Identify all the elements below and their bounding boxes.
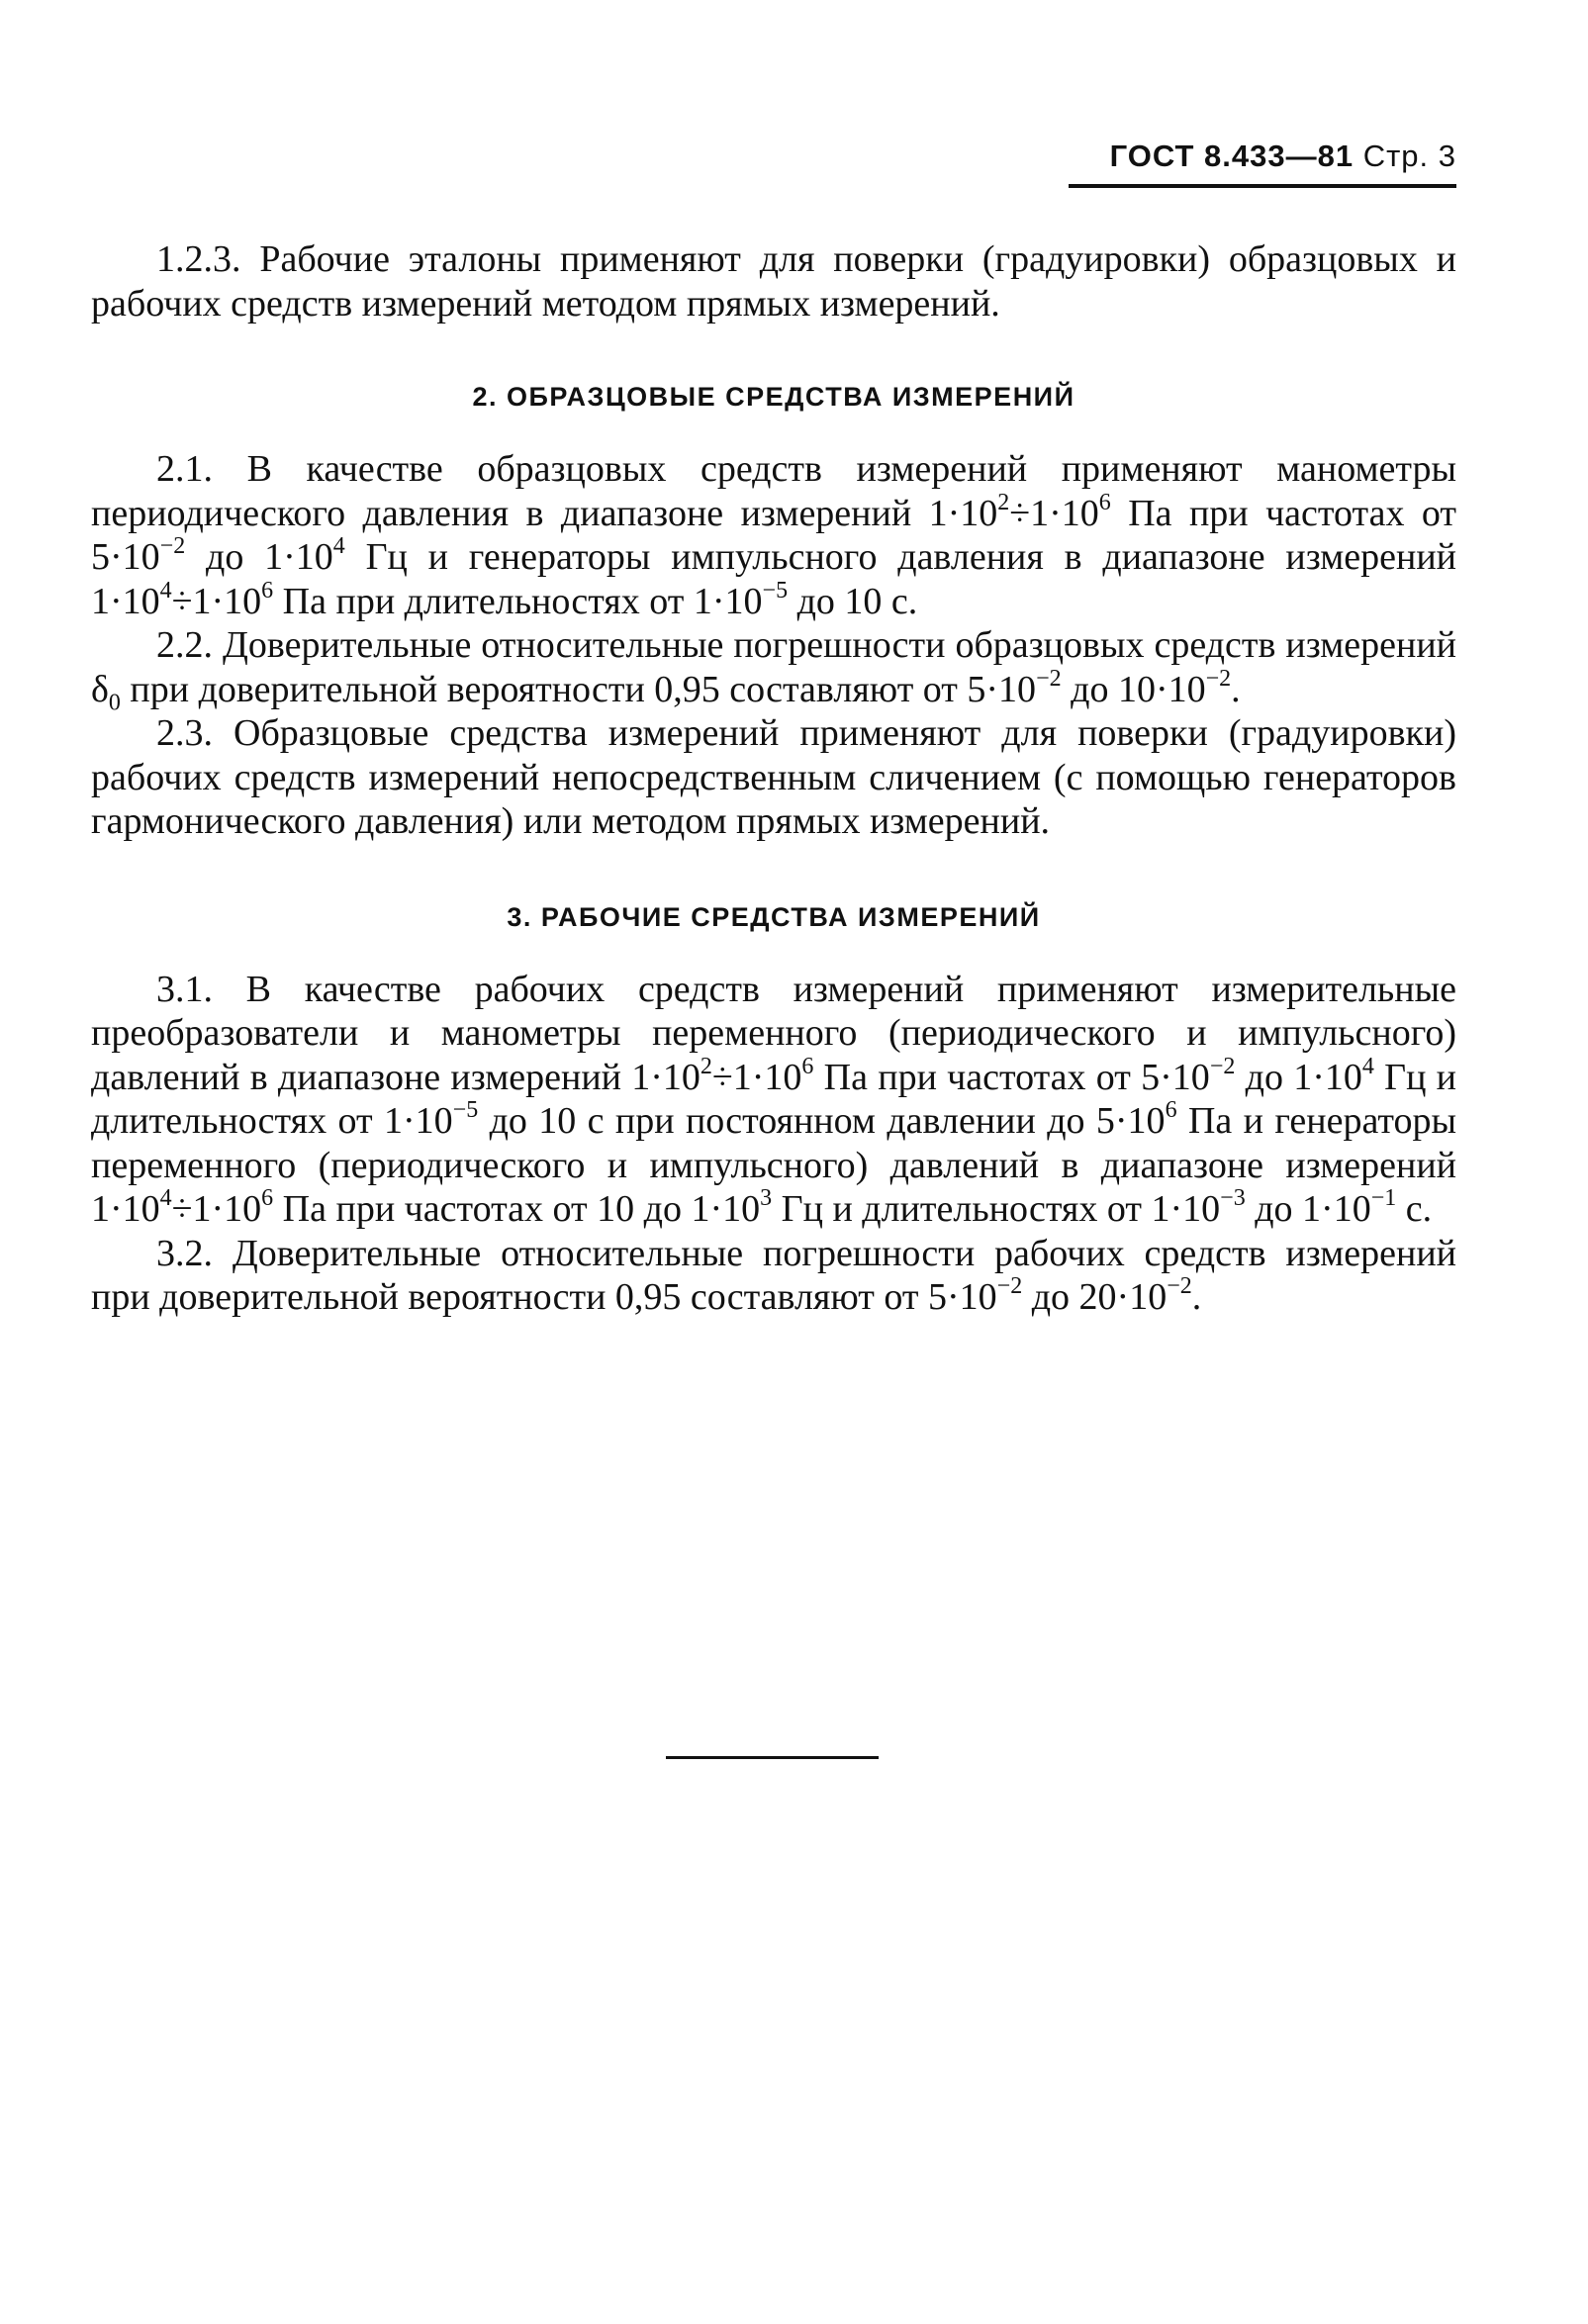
- paragraph-3-1: 3.1. В качестве рабочих средств измерений применяют измерительные преобразователи и манометры переменного (периодического и импульсного) давлений в диапазоне измерений $1\cdot 10^2\div 1\cdot 10^6$ Па при частотах от $5\cdot 10^{-2}$ до $1\cdot 10^4$ Гц и длительностях от $1\cdot 10^{-5}$ до 10 с при постоянном давлении до $5\cdot 10^6$ Па и генераторы переменного (периодического и импульсного) давлений в диапазоне измерений $1\cdot 10^4\div 1\cdot 10^6$ Па при частотах от 10 до $1\cdot 10^3$ Гц и длительностях от $1\cdot 10^{-3}$ до $1\cdot 10^{-1}$ с.: [91, 968, 1457, 1230]
- document-id: ГОСТ 8.433—81: [1109, 139, 1354, 173]
- paragraph-1-2-3: 1.2.3. Рабочие эталоны применяют для поверки (градуировки) образцовых и рабочих средств измерений методом прямых измерений.: [91, 238, 1456, 325]
- document-body: [91, 237, 1456, 1320]
- section-heading-2: 2. ОБРАЗЦОВЫЕ СРЕДСТВА ИЗМЕРЕНИЙ: [472, 382, 1075, 412]
- paragraph-2-3: 2.3. Образцовые средства измерений применяют для поверки (градуировки) рабочих средств измерений непосредственным сличением (с помощью генераторов гармонического давления) или методом прямых измерений.: [91, 712, 1456, 842]
- end-divider: [666, 1756, 879, 1759]
- page-number: Стр. 3: [1362, 139, 1456, 173]
- section-heading-3: 3. РАБОЧИЕ СРЕДСТВА ИЗМЕРЕНИЙ: [507, 901, 1041, 932]
- paragraph-2-2: 2.2. Доверительные относительные погрешности образцовых средств измерений $\delta_0$ при доверительной вероятности 0,95 составляют от $5\cdot 10^{-2}$ до $10\cdot 10^{-2}$.: [91, 624, 1456, 716]
- paragraph-3-2: 3.2. Доверительные относительные погрешности рабочих средств измерений при доверительной вероятности 0,95 составляют от $5\cdot 10^{-2}$ до $20\cdot 10^{-2}$.: [91, 1232, 1456, 1318]
- paragraph-2-1: 2.1. В качестве образцовых средств измерений применяют манометры периодического давления в диапазоне измерений $1\cdot 10^2\div 1\cdot 10^6$ Па при частотах от $5\cdot 10^{-2}$ до $1\cdot 10^4$ Гц и генераторы импульсного давления в диапазоне измерений $1\cdot 10^4\div 1\cdot 10^6$ Па при длительностях от $1\cdot 10^{-5}$ до 10 с.: [91, 448, 1456, 622]
- page-header: [1069, 139, 1456, 188]
